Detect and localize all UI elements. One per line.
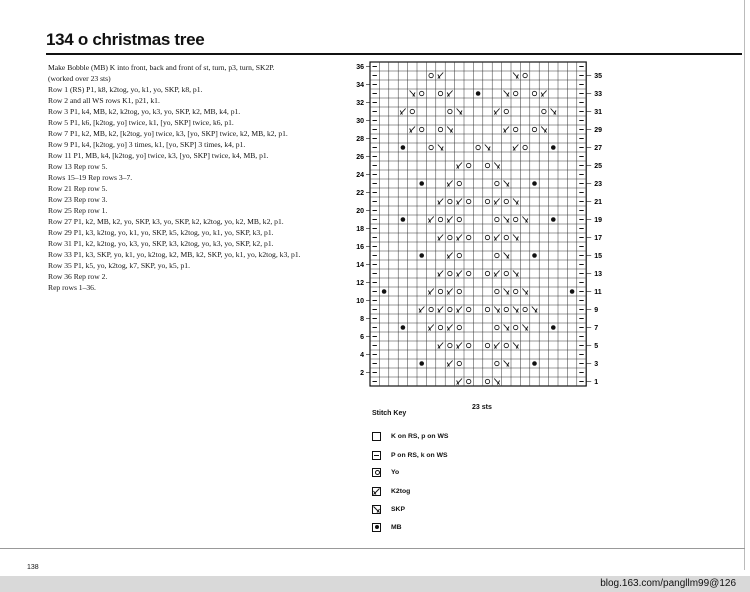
row-number-right: 19 (594, 217, 602, 224)
row-number-right: 29 (594, 127, 602, 134)
stitch-count-label: 23 sts (472, 404, 492, 411)
row-number-left: 12 (356, 280, 364, 287)
mb-symbol (401, 145, 406, 150)
row-number-left: 10 (356, 298, 364, 305)
key-item-mb (372, 521, 402, 533)
key-item-k2tog (372, 485, 410, 497)
row-number-right: 17 (594, 235, 602, 242)
instruction-line: Rows 15–19 Rep rows 3–7. (48, 173, 133, 182)
row-number-right: 3 (594, 361, 599, 368)
row-number-right: 15 (594, 253, 602, 260)
mb-symbol (532, 253, 537, 258)
row-number-left: 16 (356, 244, 364, 251)
k2tog-square-icon (372, 487, 381, 496)
instruction-line: Make Bobble (MB) K into front, back and front of st, turn, p3, turn, SK2P. (48, 63, 275, 72)
row-number-right: 35 (594, 73, 602, 80)
mb-symbol (551, 145, 556, 150)
row-number-left: 26 (356, 154, 364, 161)
dash-square-icon (372, 451, 381, 460)
instruction-line: Row 2 and all WS rows K1, p21, k1. (48, 96, 160, 105)
key-label: K on RS, p on WS (391, 432, 449, 440)
instruction-line: Row 27 P1, k2, MB, k2, yo, SKP, k3, yo, SKP, k2, k2tog, yo, k2, MB, k2, p1. (48, 217, 284, 226)
dot-square-icon (372, 523, 381, 532)
page-edge (744, 0, 745, 570)
pattern-title: 134 o christmas tree (46, 30, 205, 49)
row-number-left: 36 (356, 64, 364, 71)
instruction-line: Row 13 Rep row 5. (48, 162, 108, 171)
chart-grid (340, 54, 620, 404)
instruction-line: Row 3 P1, k4, MB, k2, k2tog, yo, k3, yo, SKP, k2, MB, k4, p1. (48, 107, 241, 116)
circle-square-icon (372, 468, 381, 477)
instruction-line: Row 5 P1, k6, [k2tog, yo] twice, k1, [yo, SKP] twice, k6, p1. (48, 118, 234, 127)
row-number-right: 13 (594, 271, 602, 278)
key-item-knit (372, 430, 448, 442)
row-number-left: 6 (360, 334, 364, 341)
row-number-left: 14 (356, 262, 364, 269)
pattern-instructions (48, 62, 358, 293)
row-number-right: 9 (594, 307, 599, 314)
row-number-right: 5 (594, 343, 599, 350)
mb-symbol (419, 361, 424, 366)
key-label: MB (391, 523, 402, 531)
instruction-line: Row 9 P1, k4, [k2tog, yo] 3 times, k1, [yo, SKP] 3 times, k4, p1. (48, 140, 246, 149)
instruction-line: Row 36 Rep row 2. (48, 272, 108, 281)
mb-symbol (419, 181, 424, 186)
key-label: K2tog (391, 487, 411, 495)
row-number-right: 7 (594, 325, 599, 332)
instruction-line: Rep rows 1–36. (48, 283, 96, 292)
row-number-right: 23 (594, 181, 602, 188)
key-label: P on RS, k on WS (391, 451, 448, 459)
key-item-purl (372, 449, 448, 461)
key-label: SKP (391, 505, 405, 513)
row-number-right: 11 (594, 289, 602, 296)
instruction-line: Row 25 Rep row 1. (48, 206, 108, 215)
skp-square-icon (372, 505, 381, 514)
key-label: Yo (391, 468, 400, 476)
row-number-right: 27 (594, 145, 602, 152)
row-number-left: 2 (360, 370, 364, 377)
row-number-right: 25 (594, 163, 602, 170)
instruction-line: Row 11 P1, MB, k4, [k2tog, yo] twice, k3, [yo, SKP] twice, k4, MB, p1. (48, 151, 269, 160)
row-number-right: 33 (594, 91, 602, 98)
stitch-key-title: Stitch Key (372, 410, 407, 417)
key-item-skp (372, 503, 405, 515)
instruction-line: Row 35 P1, k5, yo, k2tog, k7, SKP, yo, k5, p1. (48, 261, 190, 270)
watermark-text: blog.163.com/pangllm99@126 (600, 578, 736, 589)
instruction-line: Row 21 Rep row 5. (48, 184, 108, 193)
row-number-left: 4 (360, 352, 364, 359)
mb-symbol (532, 361, 537, 366)
empty-square-icon (372, 432, 381, 441)
mb-symbol (419, 253, 424, 258)
row-number-right: 1 (594, 379, 599, 386)
key-item-yo (372, 466, 399, 478)
mb-symbol (401, 325, 406, 330)
watermark-bar (0, 576, 750, 592)
mb-symbol (401, 217, 406, 222)
mb-symbol (476, 91, 481, 96)
instruction-line: Row 23 Rep row 3. (48, 195, 108, 204)
mb-symbol (532, 181, 537, 186)
instruction-line: Row 7 P1, k2, MB, k2, [k2tog, yo] twice, k3, [yo, SKP] twice, k2, MB, k2, p1. (48, 129, 288, 138)
row-number-left: 8 (360, 316, 364, 323)
row-number-left: 34 (356, 82, 364, 89)
mb-symbol (570, 289, 575, 294)
mb-symbol (551, 217, 556, 222)
row-number-left: 22 (356, 190, 364, 197)
instruction-line: (worked over 23 sts) (48, 74, 111, 83)
row-number-left: 28 (356, 136, 364, 143)
page-number: 138 (27, 564, 39, 571)
instruction-line: Row 29 P1, k3, k2tog, yo, k1, yo, SKP, k5, k2tog, yo, k1, yo, SKP, k3, p1. (48, 228, 274, 237)
row-number-left: 18 (356, 226, 364, 233)
knitting-chart (340, 54, 620, 409)
mb-symbol (551, 325, 556, 330)
row-number-left: 24 (356, 172, 364, 179)
instruction-line: Row 31 P1, k2, k2tog, yo, k3, yo, SKP, k3, k2tog, yo, k3, yo, SKP, k2, p1. (48, 239, 274, 248)
row-number-right: 31 (594, 109, 602, 116)
row-number-left: 20 (356, 208, 364, 215)
row-number-left: 32 (356, 100, 364, 107)
instruction-line: Row 33 P1, k3, SKP, yo, k1, yo, k2tog, k2, MB, k2, SKP, yo, k1, yo, k2tog, k3, p1. (48, 250, 301, 259)
page-bottom-rule (0, 548, 745, 549)
row-number-right: 21 (594, 199, 602, 206)
mb-symbol (382, 289, 387, 294)
instruction-line: Row 1 (RS) P1, k8, k2tog, yo, k1, yo, SKP, k8, p1. (48, 85, 203, 94)
row-number-left: 30 (356, 118, 364, 125)
